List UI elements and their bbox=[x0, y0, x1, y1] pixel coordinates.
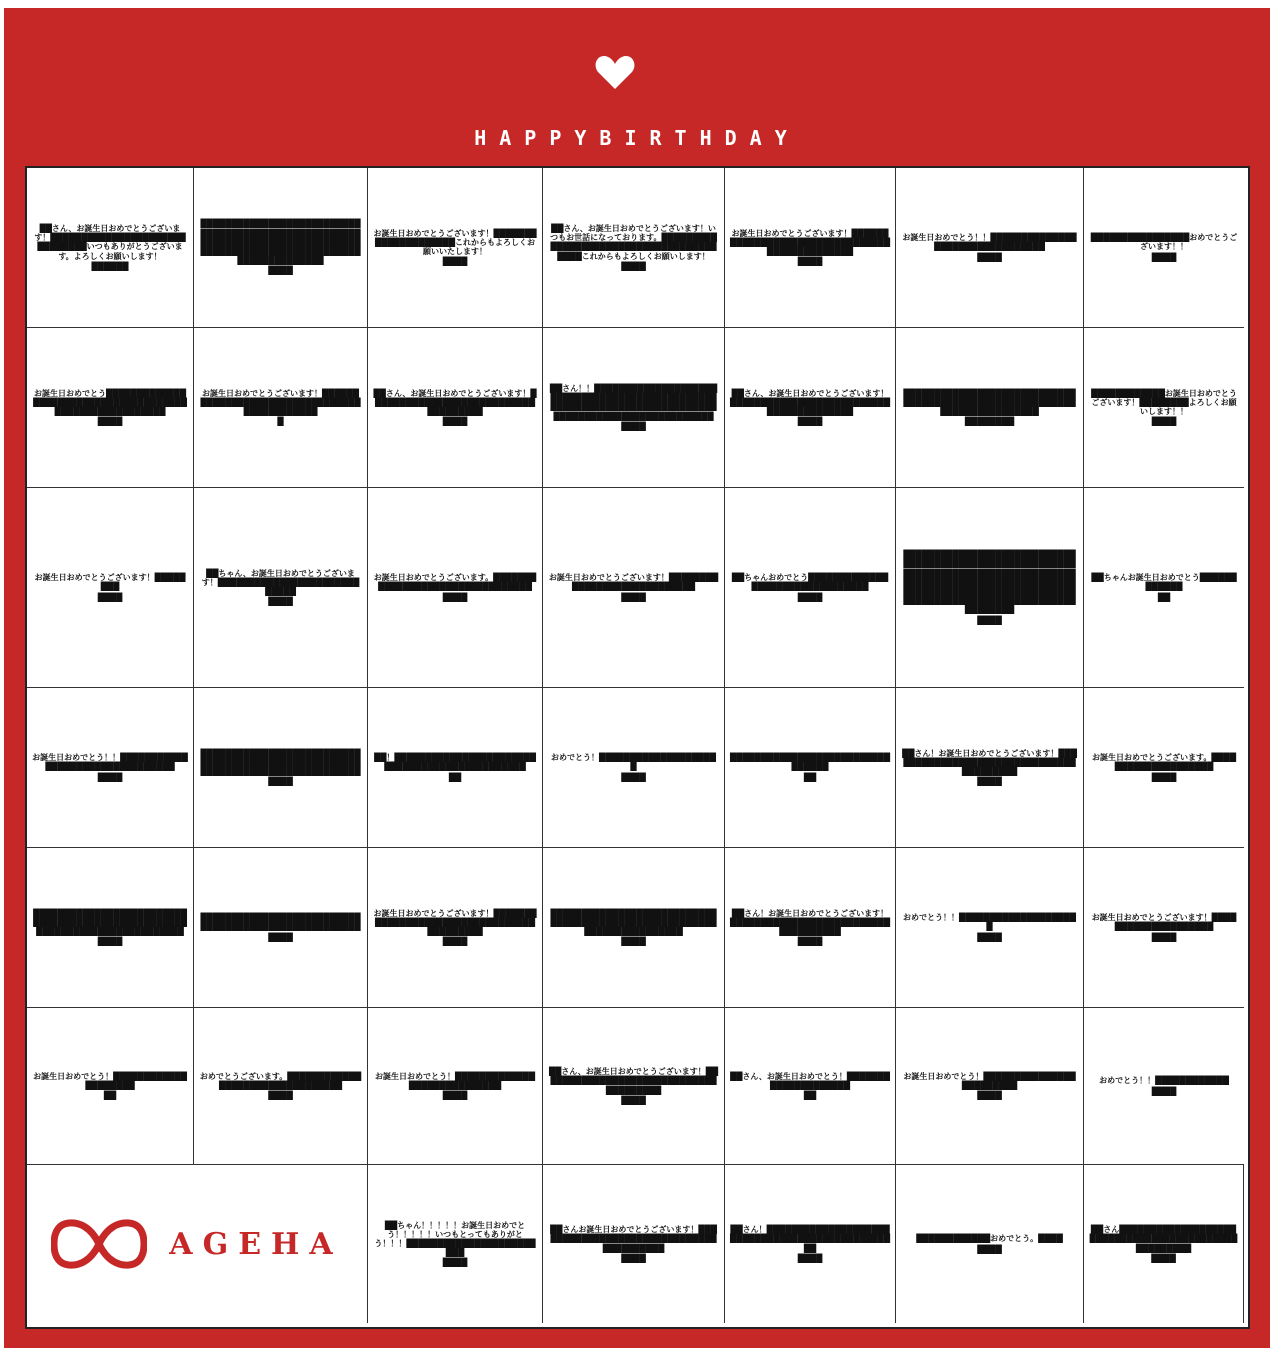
message-cell bbox=[368, 168, 543, 328]
message-card bbox=[373, 753, 537, 782]
message-cell bbox=[896, 328, 1084, 488]
message-cell bbox=[896, 688, 1084, 848]
message-card bbox=[373, 909, 537, 947]
message-grid bbox=[25, 166, 1250, 1329]
message-text: ██さん、お誕生日おめでとう！████████████████████ bbox=[730, 1071, 890, 1090]
message-cell bbox=[27, 688, 194, 848]
message-text: おめでとう！！████████████████████ bbox=[903, 913, 1076, 932]
message-card bbox=[32, 1072, 188, 1101]
message-card bbox=[1089, 233, 1239, 262]
message-signature: ████ bbox=[797, 417, 823, 427]
message-card bbox=[199, 389, 362, 427]
message-card bbox=[373, 389, 537, 427]
message-signature: ████ bbox=[977, 932, 1002, 942]
message-text: ████████████████████████████████████████████████████████████████████████ bbox=[903, 388, 1076, 416]
message-signature: ██ bbox=[103, 1091, 117, 1101]
message-text: ████████████████████████████████████████████████████████████████████████████████████████████████████████████████████████████████████████████████████████████████████████████████ bbox=[903, 550, 1076, 615]
message-text: ██さん！お誕生日おめでとうございます！████████████████████████████████████ bbox=[730, 908, 890, 936]
message-signature: ████ bbox=[621, 772, 646, 782]
message-signature: ████ bbox=[621, 592, 646, 602]
message-cell bbox=[27, 168, 194, 328]
message-card bbox=[901, 1072, 1078, 1101]
logo-cell bbox=[27, 1165, 368, 1323]
message-text: ██さん、お誕生日おめでとうございます！████████████████████████████████████ bbox=[373, 388, 537, 416]
message-text: ████████████おめでとう。████ bbox=[916, 1234, 1063, 1244]
message-card bbox=[199, 569, 362, 607]
message-signature: ██████ bbox=[91, 261, 129, 271]
message-text: ██さん！！████████████████████████████████████████████████████████████████████████████████████████████████████ bbox=[549, 384, 718, 421]
message-signature: ████ bbox=[797, 592, 823, 602]
message-signature: ████ bbox=[621, 261, 646, 271]
message-text: ██ちゃん！！！！！お誕生日おめでとう！！！！！いつもとってもありがとう！！！████████████████████████ bbox=[374, 1220, 536, 1258]
message-signature: ████ bbox=[977, 1091, 1002, 1101]
message-card bbox=[32, 573, 188, 602]
message-cell bbox=[194, 1008, 368, 1165]
message-text: お誕生日おめでとうございます。████████████████████ bbox=[1092, 753, 1236, 772]
message-card bbox=[548, 224, 719, 271]
message-signature: ████ bbox=[442, 1091, 468, 1101]
card-title: HAPPYBIRTHDAY bbox=[474, 126, 800, 150]
message-signature: ████ bbox=[977, 252, 1002, 262]
message-cell bbox=[368, 488, 543, 688]
message-cell bbox=[1084, 328, 1244, 488]
message-card bbox=[901, 749, 1078, 787]
message-text: ██████████████████████████████████████████████████████████████████████████████████████████████████████████████████████ bbox=[200, 219, 361, 266]
message-signature: ████ bbox=[977, 1244, 1002, 1254]
message-cell bbox=[1084, 168, 1244, 328]
message-card bbox=[32, 224, 188, 271]
message-card bbox=[199, 749, 362, 787]
message-cell bbox=[725, 328, 896, 488]
message-card bbox=[730, 753, 890, 782]
message-card bbox=[1089, 389, 1239, 427]
message-text: ██さんお誕生日おめでとうございます！████████████████████████████████████████ bbox=[550, 1225, 717, 1253]
message-signature: ████ bbox=[442, 1258, 468, 1268]
message-signature: ████ bbox=[621, 1095, 646, 1105]
message-signature: ████ bbox=[97, 417, 123, 427]
message-text: ██ちゃん、お誕生日おめでとうございます！████████████████████████████ bbox=[201, 568, 360, 596]
message-cell bbox=[543, 328, 725, 488]
message-cell bbox=[725, 1165, 896, 1323]
message-cell bbox=[368, 1008, 543, 1165]
message-text: お誕生日おめでとうございます！████████████████████これからもよろしくお願いいたします！ bbox=[373, 228, 537, 256]
message-card bbox=[730, 1225, 890, 1263]
message-card bbox=[548, 1067, 719, 1105]
message-text: ████████████お誕生日おめでとうございます！████████よろしくお願いします！！ bbox=[1091, 388, 1237, 416]
message-cell bbox=[27, 488, 194, 688]
message-signature: █ bbox=[277, 417, 284, 427]
message-text: お誕生日おめでとうございます！████████████████████████████ bbox=[548, 573, 719, 592]
message-cell bbox=[194, 488, 368, 688]
message-card bbox=[548, 1225, 719, 1263]
message-card bbox=[373, 1072, 537, 1101]
message-text: お誕生日おめでとうございます！████████████████████████████████████████████ bbox=[200, 388, 361, 416]
message-cell bbox=[725, 688, 896, 848]
message-cell bbox=[543, 488, 725, 688]
message-card bbox=[548, 384, 719, 431]
message-cell bbox=[725, 488, 896, 688]
message-card bbox=[1089, 573, 1239, 602]
message-signature: ████ bbox=[442, 592, 468, 602]
message-card bbox=[730, 1072, 890, 1101]
message-cell bbox=[27, 328, 194, 488]
message-cell bbox=[194, 328, 368, 488]
message-text: お誕生日おめでとうございます！██████████████████████████████████████████ bbox=[373, 908, 537, 936]
message-cell bbox=[1084, 848, 1244, 1008]
message-text: ██さん、お誕生日おめでとうございます！██████████████████████████████████████ bbox=[548, 1067, 719, 1095]
message-card bbox=[1089, 753, 1239, 782]
message-signature: ████ bbox=[797, 937, 823, 947]
message-cell bbox=[543, 168, 725, 328]
message-signature: ████ bbox=[442, 257, 468, 267]
message-card bbox=[901, 233, 1078, 262]
message-signature: ████ bbox=[97, 592, 123, 602]
message-text: お誕生日おめでとう！！████████████████████████████████ bbox=[902, 233, 1077, 252]
message-text: ██さん！████████████████████████████████████████████████ bbox=[730, 1225, 890, 1253]
message-cell bbox=[725, 848, 896, 1008]
message-card bbox=[901, 550, 1078, 625]
message-text: ██さん、お誕生日おめでとうございます！██████████████████████████████いつもありがとうございます。よろしくお願いします！ bbox=[34, 224, 186, 261]
message-text: ██ちゃんおめでとう████████████████████████████████ bbox=[731, 573, 889, 592]
message-signature: ████ bbox=[797, 1253, 823, 1263]
message-card bbox=[32, 753, 188, 782]
message-cell bbox=[194, 848, 368, 1008]
ageha-logo-icon bbox=[51, 1217, 147, 1271]
logo-text: AGEHA bbox=[169, 1226, 343, 1262]
message-card bbox=[199, 913, 362, 942]
message-text: ████████████████████████████████████████████████████ bbox=[200, 913, 361, 932]
message-signature: ██ bbox=[1157, 592, 1171, 602]
message-signature: ████ bbox=[621, 1253, 646, 1263]
message-card bbox=[1089, 1225, 1238, 1263]
message-card bbox=[1089, 913, 1239, 942]
message-card bbox=[730, 573, 890, 602]
message-text: ██さん、お誕生日おめでとうございます！████████████████████████████████████████ bbox=[730, 388, 890, 416]
message-cell bbox=[543, 688, 725, 848]
message-cell bbox=[368, 1165, 543, 1323]
message-text: おめでとうございます。████████████████████████████████ bbox=[199, 1071, 362, 1090]
message-cell bbox=[896, 1165, 1084, 1323]
message-signature: ████████ bbox=[964, 417, 1015, 427]
message-signature: ████ bbox=[1151, 1253, 1176, 1263]
message-signature: ████ bbox=[97, 772, 123, 782]
message-text: ████████████████████████████████ bbox=[730, 753, 890, 772]
message-cell bbox=[543, 848, 725, 1008]
message-cell bbox=[194, 688, 368, 848]
message-card bbox=[730, 909, 890, 947]
message-signature: ████ bbox=[1151, 932, 1177, 942]
message-signature: ████ bbox=[621, 421, 646, 431]
message-text: お誕生日おめでとうございます！████████████████████ bbox=[1091, 913, 1237, 932]
message-signature: ████ bbox=[268, 597, 293, 607]
message-text: お誕生日おめでとう！████████████████████████ bbox=[903, 1071, 1076, 1090]
message-text: ██████████████████████████████████████████████████████████████████████████ bbox=[33, 908, 187, 936]
message-card bbox=[199, 219, 362, 275]
message-signature: ████ bbox=[1151, 252, 1177, 262]
message-signature: ████ bbox=[442, 937, 468, 947]
message-signature: ████ bbox=[268, 266, 293, 276]
message-card bbox=[916, 1234, 1062, 1253]
message-signature: ████ bbox=[1151, 1086, 1177, 1096]
message-cell bbox=[27, 848, 194, 1008]
message-text: お誕生日おめでとう！████████████████████ bbox=[33, 1071, 187, 1090]
message-card bbox=[901, 389, 1078, 427]
message-card bbox=[373, 1221, 537, 1268]
message-card bbox=[32, 389, 188, 427]
message-text: ██████████████████████████████████████████████████████████████████████████████ bbox=[200, 748, 361, 776]
message-cell bbox=[1084, 488, 1244, 688]
message-cell bbox=[27, 1008, 194, 1165]
message-card bbox=[730, 229, 890, 267]
message-card bbox=[901, 913, 1078, 942]
message-card bbox=[32, 909, 188, 947]
card-frame bbox=[4, 8, 1270, 1348]
message-text: お誕生日おめでとうございます！██████████████████████████████████████████████ bbox=[730, 228, 890, 256]
message-card bbox=[548, 753, 719, 782]
message-signature: ████ bbox=[977, 615, 1002, 625]
message-card bbox=[730, 389, 890, 427]
message-cell bbox=[896, 168, 1084, 328]
message-text: お誕生日おめでとうございます！████████ bbox=[34, 573, 186, 592]
message-signature: ████ bbox=[621, 937, 646, 947]
message-signature: ████ bbox=[1151, 417, 1177, 427]
message-cell bbox=[725, 1008, 896, 1165]
message-signature: ██ bbox=[803, 1091, 817, 1101]
message-cell bbox=[1084, 688, 1244, 848]
message-text: おめでとう！！████████████ bbox=[1099, 1076, 1229, 1086]
message-card bbox=[1099, 1076, 1229, 1095]
message-signature: ████ bbox=[268, 777, 293, 787]
message-card bbox=[548, 909, 719, 947]
message-text: お誕生日おめでとう████████████████████████████████████████████████████████ bbox=[33, 388, 187, 416]
heart-icon bbox=[594, 53, 636, 91]
message-text: ████████████████おめでとうございます！！ bbox=[1090, 233, 1238, 252]
message-signature: ████ bbox=[268, 932, 293, 942]
message-card bbox=[373, 229, 537, 267]
message-signature: ████ bbox=[97, 937, 123, 947]
message-signature: ██ bbox=[448, 772, 462, 782]
message-text: ██！██████████████████████████████████████████████ bbox=[374, 753, 536, 772]
message-text: ██さん！お誕生日おめでとうございます！████████████████████████████████████████ bbox=[902, 748, 1077, 776]
message-card bbox=[548, 573, 719, 602]
message-signature: ████ bbox=[977, 777, 1002, 787]
message-signature: ████ bbox=[442, 417, 468, 427]
message-text: お誕生日おめでとうございます。████████████████████████████████ bbox=[373, 573, 537, 592]
message-text: ██████████████████████████████████████████████████████████████████████ bbox=[550, 908, 717, 936]
message-cell bbox=[368, 688, 543, 848]
message-cell bbox=[543, 1008, 725, 1165]
message-signature: ████ bbox=[1151, 772, 1177, 782]
message-text: ██ちゃんお誕生日おめでとう████████████ bbox=[1091, 573, 1237, 592]
message-card bbox=[373, 573, 537, 602]
message-cell bbox=[896, 488, 1084, 688]
message-signature: ████ bbox=[797, 257, 823, 267]
message-cell bbox=[543, 1165, 725, 1323]
message-cell bbox=[896, 848, 1084, 1008]
message-cell bbox=[896, 1008, 1084, 1165]
message-card bbox=[199, 1072, 362, 1101]
message-cell bbox=[194, 168, 368, 328]
message-text: ██さん、お誕生日おめでとうございます！いつもお世話になっております。████████████████████████████████████████これからもよろしくお願いします！ bbox=[550, 224, 717, 261]
message-text: ██さん████████████████████████████████████████████████████ bbox=[1089, 1225, 1238, 1253]
message-text: お誕生日おめでとう！████████████████████████████ bbox=[375, 1071, 535, 1090]
message-cell bbox=[725, 168, 896, 328]
message-signature: ██ bbox=[803, 772, 817, 782]
message-text: おめでとう！████████████████████ bbox=[551, 753, 716, 772]
message-text: お誕生日おめでとう！！████████████████████████████████ bbox=[32, 753, 188, 772]
message-cell bbox=[368, 328, 543, 488]
message-cell bbox=[1084, 1008, 1244, 1165]
message-cell bbox=[368, 848, 543, 1008]
message-cell bbox=[1084, 1165, 1244, 1323]
message-signature: ████ bbox=[268, 1091, 293, 1101]
